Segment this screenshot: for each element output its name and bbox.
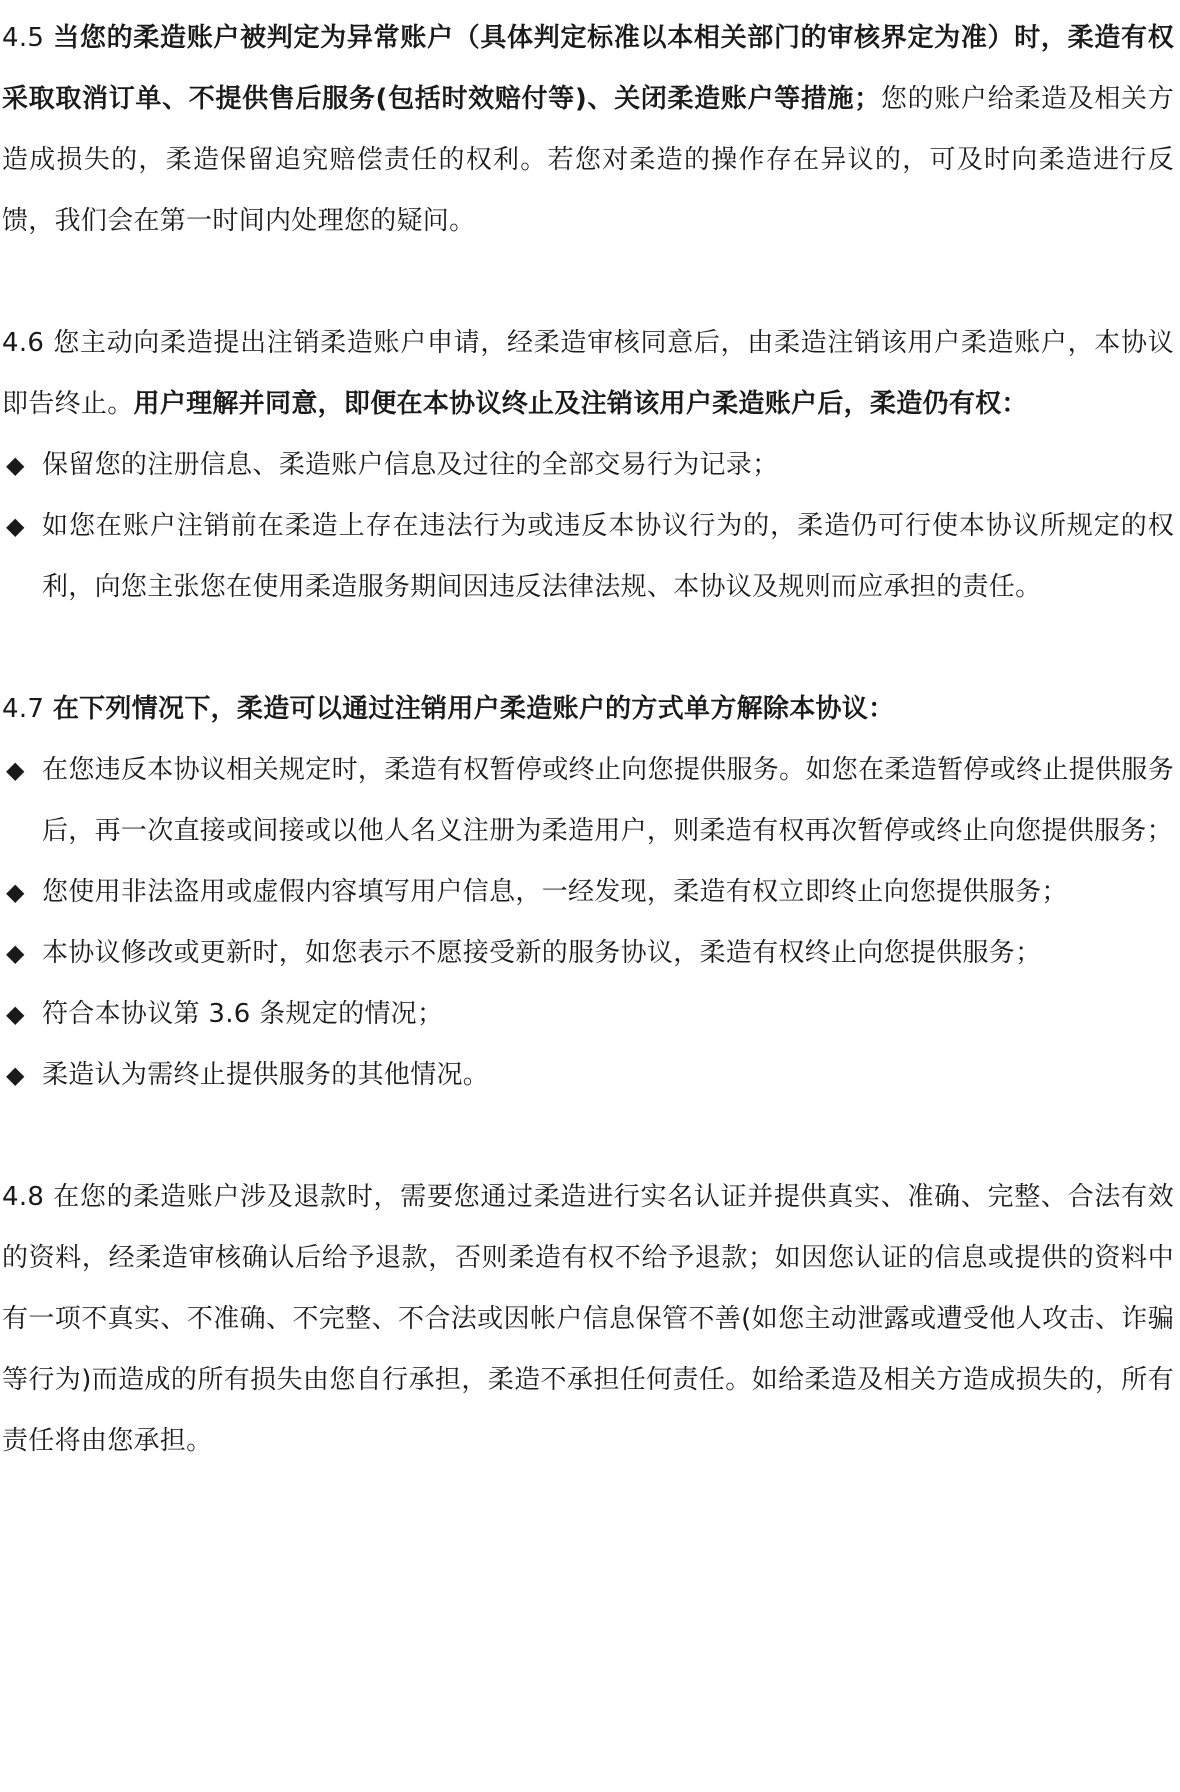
diamond-bullet-icon: ◆: [6, 1000, 25, 1028]
diamond-bullet-icon: ◆: [6, 756, 25, 784]
section-text: 您的账户给柔造及相关方造成损失的，柔造保留追究赔偿责任的权利。若您对柔造的操作存在异议的，可及时向柔造进行反馈，我们会在第一时间内处理您的疑问。: [2, 84, 1174, 236]
list-item-text: 如您在账户注销前在柔造上存在违法行为或违反本协议行为的，柔造仍可行使本协议所规定的权利，向您主张您在使用柔造服务期间因违反法律法规、本协议及规则而应承担的责任。: [42, 511, 1174, 602]
section-bold-text: 用户理解并同意，即便在本协议终止及注销该用户柔造账户后，柔造仍有权：: [133, 389, 1028, 419]
section-number: 4.5: [2, 23, 45, 53]
section-4-7-paragraph: [2, 679, 1174, 740]
list-item: [2, 984, 1174, 1045]
section-number: 4.6: [2, 328, 45, 358]
bullet-list: [2, 740, 1174, 1106]
list-item-text: 符合本协议第 3.6 条规定的情况；: [42, 999, 444, 1029]
section-number: 4.8: [2, 1182, 45, 1212]
list-item: [2, 435, 1174, 496]
section-4-8-paragraph: [2, 1167, 1174, 1472]
diamond-bullet-icon: ◆: [6, 878, 25, 906]
section-4-5: [2, 8, 1174, 252]
section-4-5-paragraph: [2, 8, 1174, 252]
section-4-6: [2, 313, 1174, 618]
list-item: [2, 496, 1174, 618]
section-text: 在您的柔造账户涉及退款时，需要您通过柔造进行实名认证并提供真实、准确、完整、合法有效的资料，经柔造审核确认后给予退款，否则柔造有权不给予退款；如因您认证的信息或提供的资料中有一项不真实、不准确、不完整、不合法或因帐户信息保管不善(如您主动泄露或遭受他人攻击、诈骗等行为)而造成的所有损失由您自行承担，柔造不承担任何责任。如给柔造及相关方造成损失的，所有责任将由您承担。: [2, 1182, 1174, 1456]
list-item: [2, 1045, 1174, 1106]
diamond-bullet-icon: ◆: [6, 451, 25, 479]
list-item-text: 在您违反本协议相关规定时，柔造有权暂停或终止向您提供服务。如您在柔造暂停或终止提供服务后，再一次直接或间接或以他人名义注册为柔造用户，则柔造有权再次暂停或终止向您提供服务；: [42, 755, 1174, 846]
list-item-text: 本协议修改或更新时，如您表示不愿接受新的服务协议，柔造有权终止向您提供服务；: [42, 938, 1042, 968]
section-bold-text: 当您的柔造账户被判定为异常账户（具体判定标准以本相关部门的审核界定为准）时，柔造有权采取取消订单、不提供售后服务(包括时效赔付等)、关闭柔造账户等措施；: [2, 23, 1174, 114]
diamond-bullet-icon: ◆: [6, 939, 25, 967]
list-item-text: 柔造认为需终止提供服务的其他情况。: [42, 1060, 490, 1090]
section-number: 4.7: [2, 694, 45, 724]
bullet-list: [2, 435, 1174, 618]
list-item: [2, 923, 1174, 984]
diamond-bullet-icon: ◆: [6, 512, 25, 540]
section-text: 您主动向柔造提出注销柔造账户申请，经柔造审核同意后，由柔造注销该用户柔造账户，本协议即告终止。: [2, 328, 1174, 419]
list-item-text: 您使用非法盗用或虚假内容填写用户信息，一经发现，柔造有权立即终止向您提供服务；: [42, 877, 1068, 907]
section-4-7: [2, 679, 1174, 1106]
section-4-8: [2, 1167, 1174, 1472]
list-item-text: 保留您的注册信息、柔造账户信息及过往的全部交易行为记录；: [42, 450, 779, 480]
section-bold-text: 在下列情况下，柔造可以通过注销用户柔造账户的方式单方解除本协议：: [52, 694, 895, 724]
section-4-6-paragraph: [2, 313, 1174, 435]
diamond-bullet-icon: ◆: [6, 1061, 25, 1089]
list-item: [2, 862, 1174, 923]
list-item: [2, 740, 1174, 862]
